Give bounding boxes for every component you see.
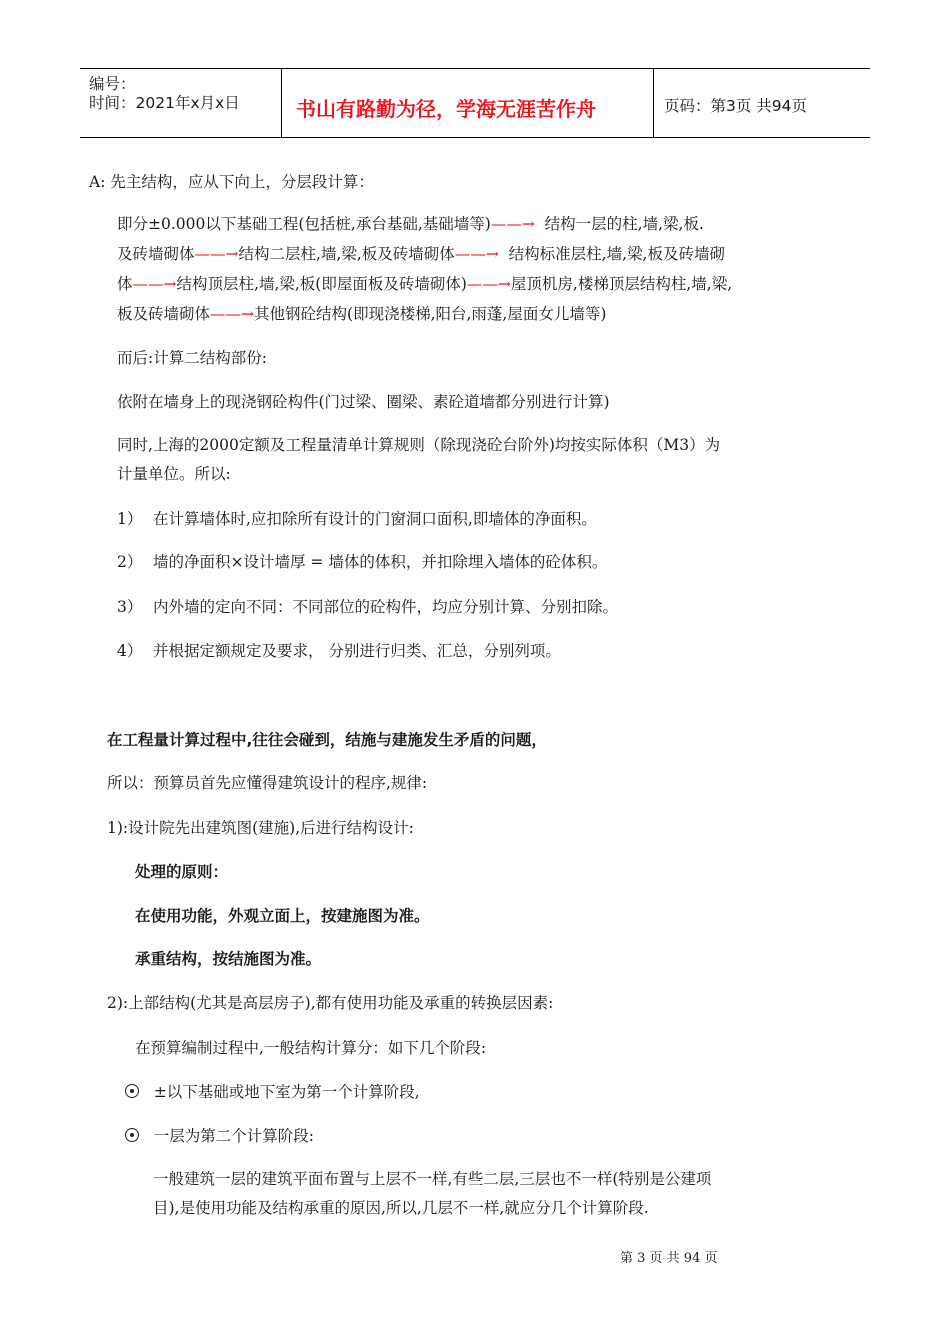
principle-use: 在使用功能，外观立面上，按建施图为准。 [135, 907, 430, 925]
bullet-item [125, 1080, 420, 1102]
list-number: 2） [117, 553, 143, 571]
list-item [117, 507, 597, 529]
list-item [117, 595, 618, 617]
header-page-label: 页码：第3页 共94页 [664, 97, 808, 115]
header-divider [281, 69, 282, 137]
list-number: 1） [117, 510, 143, 528]
flow-text: 板及砖墙砌体 [117, 305, 211, 323]
list-text: 并根据定额规定及要求， 分别进行归类、汇总，分别列项。 [153, 642, 561, 660]
circle-dot-icon [125, 1084, 139, 1098]
page-footer: 第 3 页 共 94 页 [620, 1251, 718, 1266]
paragraph-step-2: 2):上部结构(尤其是高层房子),都有使用功能及承重的转换层因素: [107, 994, 554, 1012]
list-text: 墙的净面积×设计墙厚 = 墙体的体积，并扣除埋入墙体的砼体积。 [153, 553, 608, 571]
flow-text: 结构标准层柱,墙,梁,板及砖墙砌 [508, 245, 725, 263]
flow-text: 结构二层柱,墙,梁,板及砖墙砌体 [238, 245, 455, 263]
flow-text: 屋顶机房,楼梯顶层结构柱,墙,梁, [510, 275, 733, 293]
principle-heading: 处理的原则： [135, 863, 229, 881]
flow-line-2 [117, 242, 725, 264]
list-number: 4） [117, 642, 143, 660]
flow-line-1 [117, 212, 704, 234]
flow-arrow: ——→ [194, 245, 239, 263]
flow-text: 即分±0.000以下基础工程(包括桩,承台基础,基础墙等) [117, 215, 491, 233]
flow-arrow: ——→ [490, 215, 535, 233]
flow-text: 体 [117, 275, 133, 293]
paragraph-general-line-2: 目),是使用功能及结构承重的原因,所以,几层不一样,就应分几个计算阶段. [153, 1199, 649, 1217]
flow-line-4 [117, 302, 606, 324]
flow-text: 结构一层的柱,墙,梁,板. [544, 215, 704, 233]
bullet-text: 一层为第二个计算阶段: [153, 1127, 315, 1145]
list-number: 3） [117, 598, 143, 616]
flow-arrow: ——→ [454, 245, 499, 263]
heading-conflict: 在工程量计算过程中,往往会碰到，结施与建施发生矛盾的问题， [107, 731, 547, 749]
list-item [117, 550, 607, 572]
bullet-item [125, 1124, 314, 1146]
circle-dot-icon [125, 1128, 139, 1142]
paragraph-same-line-1: 同时,上海的2000定额及工程量清单计算规则（除现浇砼台阶外)均按实际体积（M3）为 [117, 436, 721, 454]
paragraph-same-line-2: 计量单位。所以: [117, 465, 231, 483]
flow-arrow: ——→ [132, 275, 177, 293]
section-a-heading: A: 先主结构，应从下向上，分层段计算： [89, 173, 374, 191]
flow-arrow: ——→ [466, 275, 511, 293]
paragraph-then: 而后:计算二结构部份: [117, 349, 267, 367]
flow-line-3 [117, 272, 732, 294]
flow-text: 其他钢砼结构(即现浇楼梯,阳台,雨蓬,屋面女儿墙等) [254, 305, 607, 323]
paragraph-so: 所以：预算员首先应懂得建筑设计的程序,规律: [107, 774, 428, 792]
header-divider [653, 69, 654, 137]
list-text: 在计算墙体时,应扣除所有设计的门窗洞口面积,即墙体的净面积。 [153, 510, 597, 528]
flow-text: 及砖墙砌体 [117, 245, 195, 263]
principle-bearing: 承重结构，按结施图为准。 [135, 950, 322, 968]
paragraph-budget: 在预算编制过程中,一般结构计算分：如下几个阶段: [135, 1039, 487, 1057]
header-number-label: 编号： [89, 75, 136, 93]
list-text: 内外墙的定向不同：不同部位的砼构件，均应分别计算、分别扣除。 [153, 598, 619, 616]
header-time-label: 时间：2021年x月x日 [89, 94, 240, 112]
paragraph-general-line-1: 一般建筑一层的建筑平面布置与上层不一样,有些二层,三层也不一样(特别是公建项 [153, 1170, 712, 1188]
bullet-text: ±以下基础或地下室为第一个计算阶段, [153, 1083, 420, 1101]
paragraph-step-1: 1):设计院先出建筑图(建施),后进行结构设计: [107, 819, 414, 837]
header-motto: 书山有路勤为径，学海无涯苦作舟 [296, 97, 596, 121]
flow-arrow: ——→ [210, 305, 255, 323]
flow-text: 结构顶层柱,墙,梁,板(即屋面板及砖墙砌体) [176, 275, 467, 293]
list-item [117, 639, 561, 661]
paragraph-attach: 依附在墙身上的现浇钢砼构件(门过梁、圈梁、素砼道墙都分别进行计算) [117, 393, 610, 411]
